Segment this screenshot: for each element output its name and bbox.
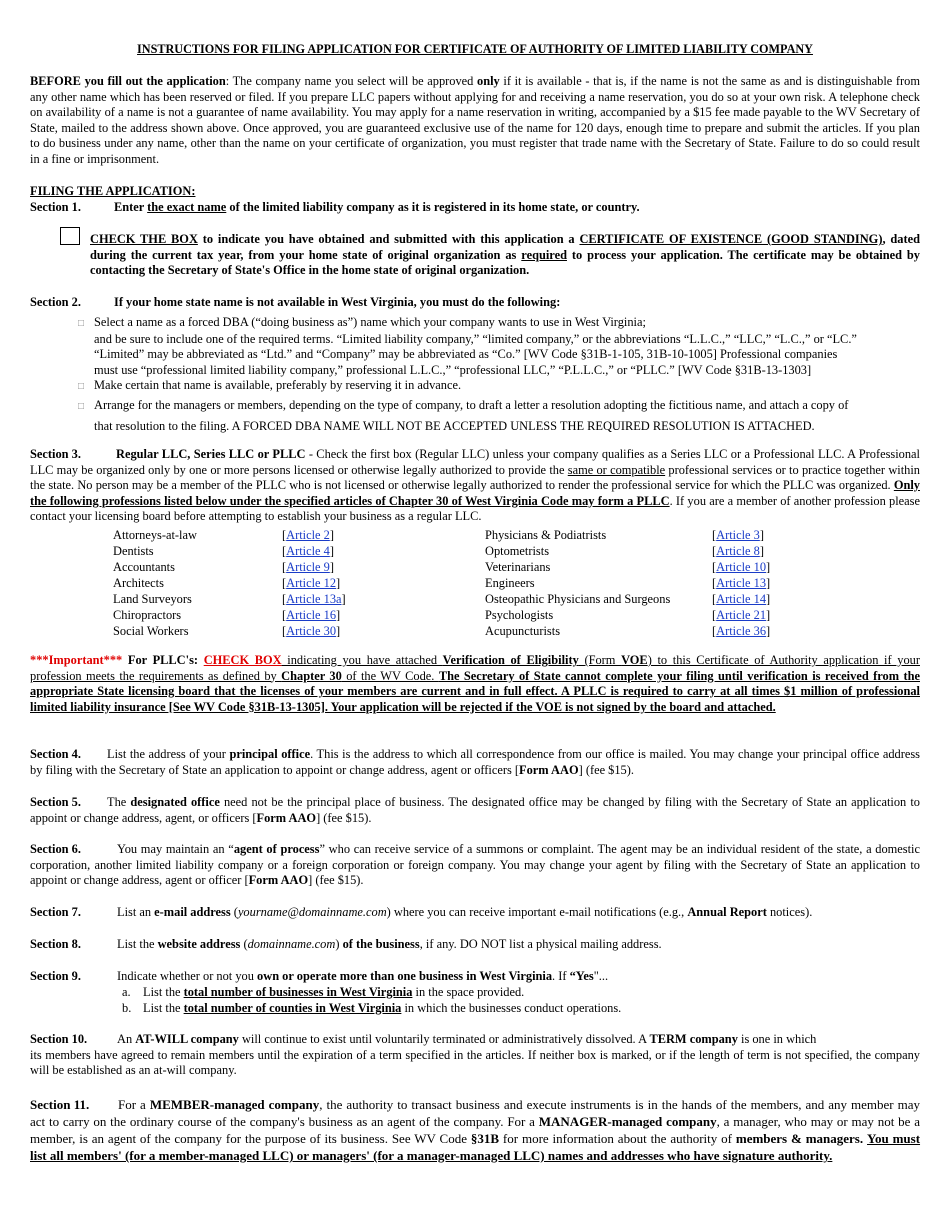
section-9: Section 9. Indicate whether or not you own or operate more than one business in West Virginia. If “Yes"...: [30, 969, 609, 983]
filing-heading: FILING THE APPLICATION:: [30, 184, 196, 198]
page-title: INSTRUCTIONS FOR FILING APPLICATION FOR CERTIFICATE OF AUTHORITY OF LIMITED LIABILITY COMPANY: [137, 42, 813, 56]
bullet-icon: □: [78, 401, 85, 412]
section-11: Section 11. For a MEMBER-managed company, the authority to transact business and execute instruments is in the hands of the members, and any member may act to carry on the ordinary course of the company's business as an agent of the company. For a MANAGER-managed company, a manager, who may or may not be a member, is an agent of the company for the purpose of its business. See WV Code §31B for more information about the authority of members & managers. You must list all members' (for a member-managed LLC) or managers' (for a manager-managed LLC) names and addresses who have signature authority.: [30, 1097, 921, 1163]
important-label: ***Important***: [30, 653, 123, 667]
profession-article: [Article 2]: [282, 528, 334, 542]
article-link[interactable]: Article 13: [716, 576, 767, 590]
section-11-label: Section 11.: [30, 1097, 90, 1112]
profession-name: Optometrists: [485, 544, 550, 558]
before-paragraph: BEFORE you fill out the application: The company name you select will be approved only if it is available - that is, if the name is not the same as and is distinguishable from any other name which has been reserved or filed. If you prepare LLC papers without applying for and receiving a name reservation, you do so at your own risk. A telephone check on availability of a name is not a guarantee of name availability. You may apply for a name reservation in writing, accompanied by a $15 fee made payable to the WV Secretary of State, mailed to the address shown above. Once approved, you are guaranteed exclusive use of the name for 120 days, enough time to prepare and submit the articles. If you plan to do business under any name, other than the name on your certificate of organization, you must register that trade name with the Secretary of State. Failure to do so could result in a fine or imprisonment.: [30, 74, 920, 166]
profession-name: Architects: [113, 576, 164, 590]
profession-row: [113, 623, 770, 639]
article-link[interactable]: Article 30: [286, 624, 337, 638]
section-8-label: Section 8.: [30, 937, 81, 951]
profession-row: [113, 607, 770, 623]
article-link[interactable]: Article 13a: [286, 592, 342, 606]
section-9-item-a: a. List the total number of businesses in West Virginia in the space provided.: [122, 985, 525, 999]
section-3: Section 3. Regular LLC, Series LLC or PLLC - Check the first box (Regular LLC) unless your company qualifies as a Series LLC or a Professional LLC. A Professional LLC may be organized only by one or more persons licensed or otherwise legally authorized to provide the same or compatible professional services or to practice together within the state. No person may be a member of the PLLC who is not licensed or otherwise legally authorized to render the professional service for which the PLLC was organized. Only the following professions listed below under the specified articles of Chapter 30 of West Virginia Code may form a PLLC. If you are a member of another profession please contact your licensing board before attempting to establish your business as a regular LLC.: [30, 447, 920, 524]
section-7-label: Section 7.: [30, 905, 81, 919]
section-10: Section 10. An AT-WILL company will continue to exist until voluntarily terminated or administratively dissolved. A TERM company is one in which its members have agreed to remain members until the expiration of a term specified in the articles. If neither box is marked, or if the length of term is not specified, the company will be established as an at-will company.: [30, 1032, 920, 1078]
section-2-bullet-2: □ Make certain that name is available, preferably by reserving it in advance.: [78, 378, 920, 395]
profession-article: [Article 30]: [282, 624, 341, 638]
article-link[interactable]: Article 16: [286, 608, 337, 622]
profession-article: [Article 9]: [282, 560, 334, 574]
profession-article: [Article 14]: [712, 592, 771, 606]
profession-article: [Article 13]: [712, 576, 771, 590]
section-2-bullet-3: □ Arrange for the managers or members, depending on the type of company, to draft a letter a resolution adopting the fictitious name, and attach a copy of that resolution to the filing. A FORCED DBA NAME WILL NOT BE ACCEPTED UNLESS THE REQUIRED RESOLUTION IS ATTACHED.: [78, 398, 849, 433]
article-link[interactable]: Article 9: [286, 560, 330, 574]
profession-article: [Article 10]: [712, 560, 771, 574]
section-7: Section 7. List an e-mail address (yourname@domainname.com) where you can receive important e-mail notifications (e.g., Annual Report notices).: [30, 905, 813, 919]
article-link[interactable]: Article 36: [716, 624, 767, 638]
profession-article: [Article 3]: [712, 528, 764, 542]
profession-name: Social Workers: [113, 624, 189, 638]
section-10-label: Section 10.: [30, 1032, 88, 1046]
section-3-label: Section 3.: [30, 447, 81, 461]
article-link[interactable]: Article 10: [716, 560, 767, 574]
article-link[interactable]: Article 8: [716, 544, 760, 558]
section-4: Section 4. List the address of your principal office. This is the address to which all correspondence from our office is mailed. You may change your principal office address by filing with the Secretary of State an application to appoint or change address, agent or officers [Form AAO] (fee $15).: [30, 747, 920, 777]
professions-table: [113, 527, 770, 639]
section-6-label: Section 6.: [30, 842, 81, 856]
profession-name: Acupuncturists: [485, 624, 561, 638]
section-9-label: Section 9.: [30, 969, 81, 983]
profession-article: [Article 4]: [282, 544, 334, 558]
profession-name: Accountants: [113, 560, 175, 574]
profession-row: [113, 575, 770, 591]
profession-name: Engineers: [485, 576, 535, 590]
check-box-paragraph: CHECK THE BOX to indicate you have obtained and submitted with this application a CERTIFICATE OF EXISTENCE (GOOD STANDING), dated during the current tax year, from your home state of original organization as required to process your application. The certificate may be obtained by contacting the Secretary of State's Office in the home state of original organization.: [90, 232, 920, 278]
section-9-item-b: b. List the total number of counties in West Virginia in which the businesses conduct operations.: [122, 1001, 622, 1015]
profession-row: [113, 559, 770, 575]
profession-name: Physicians & Podiatrists: [485, 528, 607, 542]
profession-name: Veterinarians: [485, 560, 551, 574]
profession-row: [113, 591, 770, 607]
profession-article: [Article 12]: [282, 576, 341, 590]
article-link[interactable]: Article 2: [286, 528, 330, 542]
section-2-bullet-1: □ Select a name as a forced DBA (“doing business as”) name which your company wants to use in West Virginia; and be sure to include one of the required terms. “Limited liability company,” “limited company,” or the abbreviations “L.L.C.,” “LLC,” “L.C.,” or “LC.” “Limited” may be abbreviated as “Ltd.” and “Company” may be abbreviated as “Co.” [WV Code §31B-1-105, 31B-10-1005] Professional companies must use “professional limited liability company,” professional L.L.C.,” “professional LLC,” “P.L.L.C.,” or “PLLC.” [WV Code §31B-13-1303]: [78, 315, 857, 377]
bullet-icon: □: [78, 318, 85, 329]
article-link[interactable]: Article 3: [716, 528, 760, 542]
before-lead: BEFORE you fill out the application: [30, 74, 226, 88]
section-6: Section 6. You may maintain an “agent of process” who can receive service of a summons or complaint. The agent may be an individual resident of the state, a domestic corporation, another limited liability company or a foreign corporation or foreign company. You may change your agent by filing with the Secretary of State an application to appoint or change address, agent or officer [Form AAO] (fee $15).: [30, 842, 921, 888]
section-1: Section 1. Enter the exact name of the limited liability company as it is registered in its home state, or country.: [30, 200, 640, 214]
article-link[interactable]: Article 12: [286, 576, 337, 590]
profession-article: [Article 13a]: [282, 592, 346, 606]
article-link[interactable]: Article 21: [716, 608, 767, 622]
section-1-label: Section 1.: [30, 200, 81, 214]
profession-name: Dentists: [113, 544, 154, 558]
article-link[interactable]: Article 14: [716, 592, 767, 606]
certificate-checkbox-icon: [60, 227, 80, 245]
profession-name: Osteopathic Physicians and Surgeons: [485, 592, 671, 606]
profession-name: Land Surveyors: [113, 592, 192, 606]
section-2-label: Section 2.: [30, 295, 81, 309]
profession-article: [Article 21]: [712, 608, 771, 622]
profession-row: [113, 543, 770, 559]
section-4-label: Section 4.: [30, 747, 81, 761]
section-5: Section 5. The designated office need not be the principal place of business. The designated office may be changed by filing with the Secretary of State an application to appoint or change address, agent, or officers [Form AAO] (fee $15).: [30, 795, 920, 825]
important-paragraph: ***Important*** For PLLC's: CHECK BOX indicating you have attached Verification of Eligibility (Form VOE) to this Certificate of Authority application if your profession meets the requirements as defined by Chapter 30 of the WV Code. The Secretary of State cannot complete your filing until verification is received from the appropriate State licensing board that the licenses of your members are current and in full effect. A PLLC is required to carry at all times $1 million of professional limited liability insurance [See WV Code §31B-13-1305]. Your application will be rejected if the VOE is not signed by the board and attached.: [30, 653, 920, 714]
profession-name: Psychologists: [485, 608, 554, 622]
profession-article: [Article 8]: [712, 544, 764, 558]
article-link[interactable]: Article 4: [286, 544, 330, 558]
profession-row: [113, 527, 770, 543]
bullet-icon: □: [78, 381, 85, 392]
section-2: Section 2. If your home state name is not available in West Virginia, you must do the following:: [30, 295, 561, 309]
profession-name: Attorneys-at-law: [113, 528, 197, 542]
profession-article: [Article 36]: [712, 624, 771, 638]
section-8: Section 8. List the website address (domainname.com) of the business, if any. DO NOT list a physical mailing address.: [30, 937, 662, 951]
profession-article: [Article 16]: [282, 608, 341, 622]
section-5-label: Section 5.: [30, 795, 81, 809]
profession-name: Chiropractors: [113, 608, 182, 622]
